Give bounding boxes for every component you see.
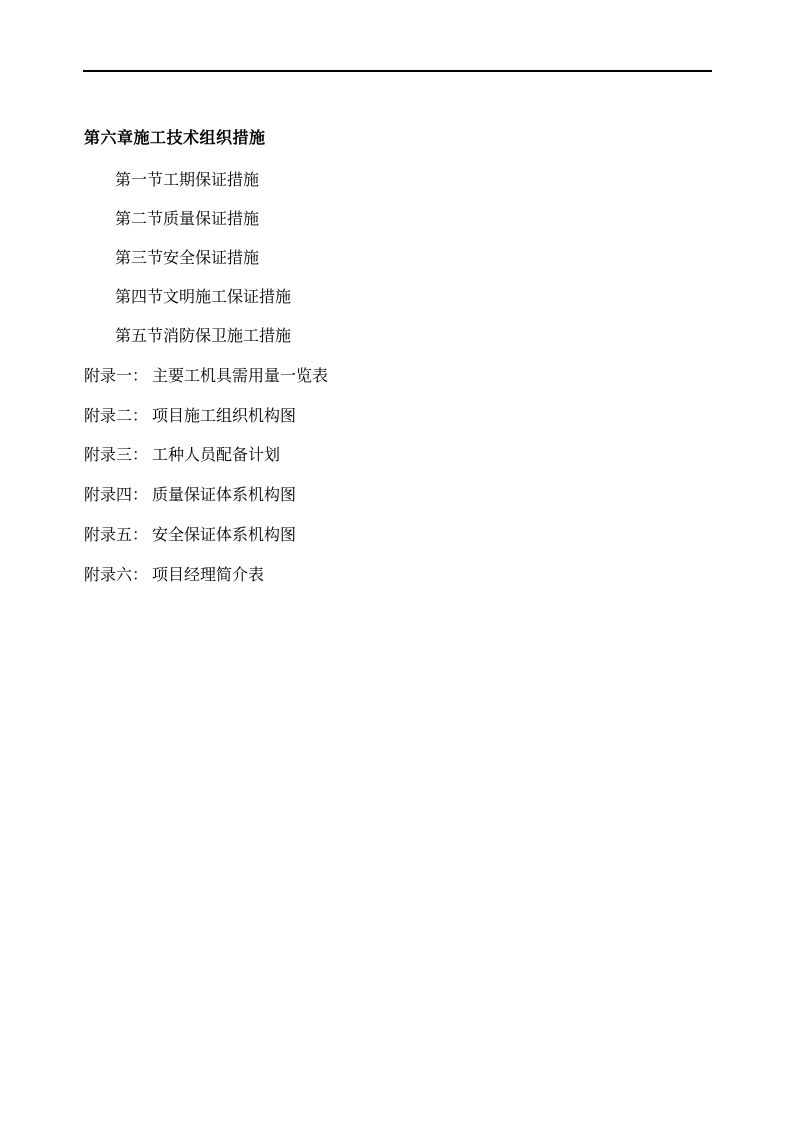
section-item-2: 第二节质量保证措施 <box>115 211 260 228</box>
appendix-item-5: 附录五： 安全保证体系机构图 <box>84 527 297 544</box>
appendix-item-4: 附录四： 质量保证体系机构图 <box>84 487 297 504</box>
appendix-item-2: 附录二： 项目施工组织机构图 <box>84 408 297 425</box>
chapter-title: 第六章施工技术组织措施 <box>84 130 266 147</box>
section-item-3: 第三节安全保证措施 <box>115 250 260 267</box>
header-rule <box>83 70 712 72</box>
appendix-item-3: 附录三： 工种人员配备计划 <box>84 447 281 464</box>
section-item-5: 第五节消防保卫施工措施 <box>115 328 292 345</box>
appendix-item-1: 附录一： 主要工机具需用量一览表 <box>84 368 329 385</box>
section-item-4: 第四节文明施工保证措施 <box>115 289 292 306</box>
section-item-1: 第一节工期保证措施 <box>115 172 260 189</box>
appendix-item-6: 附录六： 项目经理简介表 <box>84 567 265 584</box>
